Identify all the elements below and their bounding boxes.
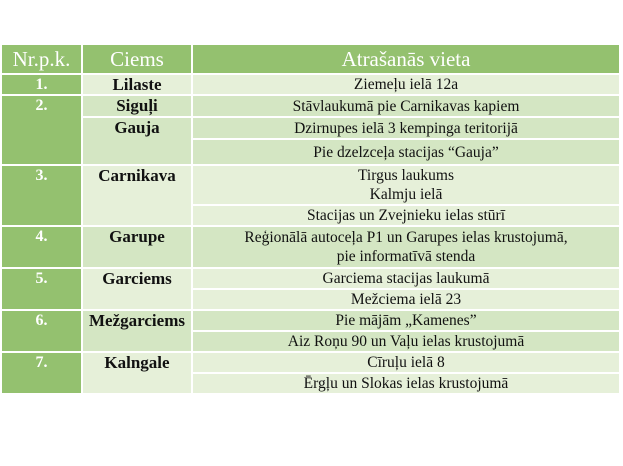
row-number: 2. — [2, 96, 83, 166]
location-line: Kalmju ielā — [369, 186, 443, 203]
location — [193, 227, 619, 269]
table-row — [2, 269, 619, 290]
location: Aiz Roņu 90 un Vaļu ielas krustojumā — [193, 332, 619, 353]
village-name: Garciems — [83, 269, 193, 311]
location — [193, 166, 619, 206]
location: Dzirnupes ielā 3 kempinga teritorijā — [193, 118, 619, 140]
location: Cīruļu ielā 8 — [193, 353, 619, 374]
location: Ziemeļu ielā 12a — [193, 75, 619, 96]
header-vieta: Atrašanās vieta — [193, 45, 619, 75]
location: Pie mājām „Kamenes” — [193, 311, 619, 332]
location: Pie dzelzceļa stacijas “Gauja” — [193, 140, 619, 166]
row-number: 7. — [2, 353, 83, 395]
village-name: Siguļi — [83, 96, 193, 118]
table-row — [2, 96, 619, 118]
row-number: 6. — [2, 311, 83, 353]
row-number: 5. — [2, 269, 83, 311]
table-row — [2, 75, 619, 96]
table-header-row — [2, 45, 619, 75]
village-name: Carnikava — [83, 166, 193, 227]
header-nr: Nr.p.k. — [2, 45, 83, 75]
table-row — [2, 311, 619, 332]
village-name: Mežgarciems — [83, 311, 193, 353]
location: Stacijas un Zvejnieku ielas stūrī — [193, 206, 619, 227]
location-line: pie informatīvā stenda — [336, 248, 476, 265]
header-ciems: Ciems — [83, 45, 193, 75]
row-number: 3. — [2, 166, 83, 227]
table-row — [2, 227, 619, 269]
location-line: Tirgus laukums — [357, 167, 455, 184]
table-row — [2, 353, 619, 374]
table-row — [2, 166, 619, 206]
locations-table — [2, 45, 619, 395]
village-name: Gauja — [83, 118, 193, 166]
location-line: Reģionālā autoceļa P1 un Garupes ielas krustojumā, — [244, 229, 568, 246]
village-name: Kalngale — [83, 353, 193, 395]
location: Ērgļu un Slokas ielas krustojumā — [193, 374, 619, 395]
row-number: 4. — [2, 227, 83, 269]
table-row — [2, 118, 619, 140]
location: Mežciema ielā 23 — [193, 290, 619, 311]
village-name: Lilaste — [83, 75, 193, 96]
location: Stāvlaukumā pie Carnikavas kapiem — [193, 96, 619, 118]
village-name: Garupe — [83, 227, 193, 269]
locations-table-wrapper — [2, 45, 619, 395]
location: Garciema stacijas laukumā — [193, 269, 619, 290]
row-number: 1. — [2, 75, 83, 96]
